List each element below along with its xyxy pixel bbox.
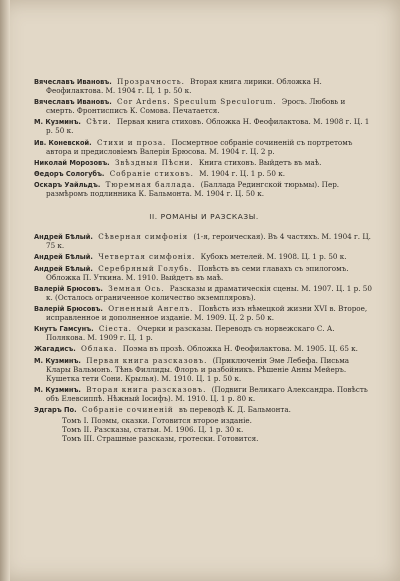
entry-author: Ѳедоръ Сологубъ. bbox=[34, 170, 105, 179]
entry-author: Валерій Брюсовъ. bbox=[34, 284, 103, 293]
entry-author: Андрей Бѣлый. bbox=[34, 264, 93, 273]
entry-author: Ив. Коневской. bbox=[34, 138, 92, 147]
entry-title: Первая книга разсказовъ. bbox=[86, 355, 208, 365]
entry-author: М. Кузминъ. bbox=[34, 118, 81, 127]
entry-title: Собраніе сочиненій bbox=[81, 405, 174, 415]
entry-author: М. Кузминъ. bbox=[34, 356, 81, 365]
entry-details: Разсказы и драматическія сцены. М. 1907. Ц. 1 р. 50 к. (Осталось ограниченное количество экземпляровъ). bbox=[46, 283, 372, 302]
entry-author: Вячеславъ Ивановъ. bbox=[34, 78, 112, 86]
catalog-entry bbox=[34, 285, 374, 303]
catalog-entry bbox=[34, 181, 374, 199]
catalog-entry bbox=[34, 170, 374, 179]
entry-title: Земная Ось. bbox=[108, 283, 165, 293]
section-heading: II. РОМАНЫ И РАЗСКАЗЫ. bbox=[149, 212, 259, 222]
catalog-entry bbox=[34, 159, 374, 168]
entry-details: М. 1904 г. Ц. 1 р. 50 к. bbox=[199, 169, 286, 179]
entry-details: (Приключенія Эме Лебефа. Письма Клары Вальмонъ. Тѣнь Филлиды. Флоръ и разбойникъ. Рѣшеніе Анны Мейеръ. Кушетка тети Сони. Крылья). М. 1910. Ц. 1 р. 50 к. bbox=[46, 355, 350, 383]
entry-details: Повѣсть изъ нѣмецкой жизни XVI в. Второе, исправленное и дополненное изданіе. М. 1909. Ц. 2 р. 50 к. bbox=[46, 304, 368, 322]
catalog-entry bbox=[34, 325, 374, 343]
catalog-entry bbox=[34, 386, 374, 404]
entry-details: (Баллада Редингской тюрьмы). Пер. размѣромъ подлинника К. Бальмонта. М. 1904 г. Ц. 50 к. bbox=[46, 180, 340, 199]
entry-details: Кубокъ метелей. М. 1908. Ц. 1 р. 50 к. bbox=[200, 252, 347, 262]
poetry-list bbox=[34, 78, 374, 199]
entry-title: Сѣти. bbox=[86, 117, 112, 127]
entry-title: Четвертая симфонія. bbox=[98, 252, 196, 262]
entry-title: Прозрачность. bbox=[117, 77, 185, 86]
catalog-entry bbox=[34, 98, 374, 116]
entry-details: Первая книга стиховъ. Обложка Н. Феофилактова. М. 1908 г. Ц. 1 р. 50 к. bbox=[46, 117, 370, 136]
entry-details: Повѣсть въ семи главахъ съ эпилогомъ. Обложка П. Уткина. М. 1910. Выйдетъ въ маѣ. bbox=[46, 263, 349, 282]
page-gutter-shadow bbox=[0, 0, 10, 581]
entry-author: Эдгаръ По. bbox=[34, 406, 77, 415]
entry-title: Сѣверная симфонія bbox=[98, 232, 189, 242]
catalog-entry bbox=[34, 233, 374, 251]
entry-author: Андрей Бѣлый. bbox=[34, 233, 93, 242]
entry-title: Собраніе стиховъ. bbox=[109, 169, 194, 179]
catalog-entry bbox=[34, 305, 374, 323]
catalog-entry bbox=[34, 265, 374, 283]
entry-title: Вторая книга разсказовъ. bbox=[86, 384, 207, 394]
entry-details: въ переводѣ К. Д. Бальмонта. bbox=[178, 405, 291, 415]
entry-title: Звѣздныя Пѣсни. bbox=[114, 157, 194, 167]
catalog-entry bbox=[34, 118, 374, 136]
entry-author: М. Кузминъ. bbox=[34, 385, 81, 394]
entry-author: Оскаръ Уайльдъ. bbox=[34, 181, 101, 190]
entry-details: Книга стиховъ. Выйдетъ въ маѣ. bbox=[198, 157, 322, 167]
entry-title: Огненный Ангелъ. bbox=[108, 304, 194, 314]
volume-line: Томъ II. Разсказы, статьи. М. 1906. Ц. 1 р. 30 к. bbox=[62, 425, 244, 435]
catalog-listing bbox=[34, 78, 374, 444]
catalog-entry bbox=[34, 78, 374, 96]
entry-details: Вторая книга лирики. Обложка Н. Феофилактова. М. 1904 г. Ц. 1 р. 50 к. bbox=[46, 77, 322, 95]
entry-title: Cor Ardens. Speculum Speculorum. bbox=[117, 97, 277, 107]
entry-title: Сіеста. bbox=[98, 324, 132, 334]
entry-title: Тюремная баллада. bbox=[105, 180, 196, 190]
entry-details: (1-я, героическая). Въ 4 частяхъ. М. 1904 г. Ц. 75 к. bbox=[46, 232, 371, 251]
entry-details: Очерки и разсказы. Переводъ съ норвежскаго С. А. Полякова. М. 1909 г. Ц. 1 р. bbox=[46, 324, 335, 343]
entry-author: Жагадисъ. bbox=[34, 345, 76, 354]
entry-author: Валерій Брюсовъ. bbox=[34, 305, 103, 314]
entry-author: Андрей Бѣлый. bbox=[34, 253, 93, 262]
entry-title: Стихи и проза. bbox=[96, 137, 167, 147]
catalog-entry bbox=[34, 139, 374, 157]
entry-details: Поэма въ прозѣ. Обложка Н. Феофилактова. М. 1905. Ц. 65 к. bbox=[122, 344, 358, 354]
entry-author: Вячеславъ Ивановъ. bbox=[34, 98, 112, 107]
entry-details: Эросъ. Любовь и смерть. Фронтисписъ К. Сомова. Печатается. bbox=[46, 97, 346, 116]
entry-details: (Подвиги Великаго Александра. Повѣсть объ Елевсиппѣ. Нѣжный Іосифъ). М. 1910. Ц. 1 р. 80 к. bbox=[46, 384, 368, 403]
catalog-entry bbox=[34, 345, 374, 354]
volume-line: Томъ I. Поэмы, сказки. Готовится второе изданіе. bbox=[62, 416, 252, 426]
volume-line: Томъ III. Страшные разсказы, гротески. Готовится. bbox=[62, 434, 259, 444]
entry-author: Николай Морозовъ. bbox=[34, 158, 110, 167]
catalog-entry bbox=[34, 406, 374, 415]
catalog-entry bbox=[34, 357, 374, 384]
entry-title: Облака. bbox=[81, 344, 118, 354]
novels-list bbox=[34, 233, 374, 444]
entry-title: Серебряный Голубь. bbox=[98, 263, 193, 273]
entry-author: Кнутъ Гамсунъ. bbox=[34, 325, 94, 334]
catalog-entry bbox=[34, 253, 374, 262]
entry-details: Посмертное собраніе сочиненій съ портретомъ автора и предисловіемъ Валерія Брюсова. М. 1904 г. Ц. 2 р. bbox=[46, 137, 353, 156]
